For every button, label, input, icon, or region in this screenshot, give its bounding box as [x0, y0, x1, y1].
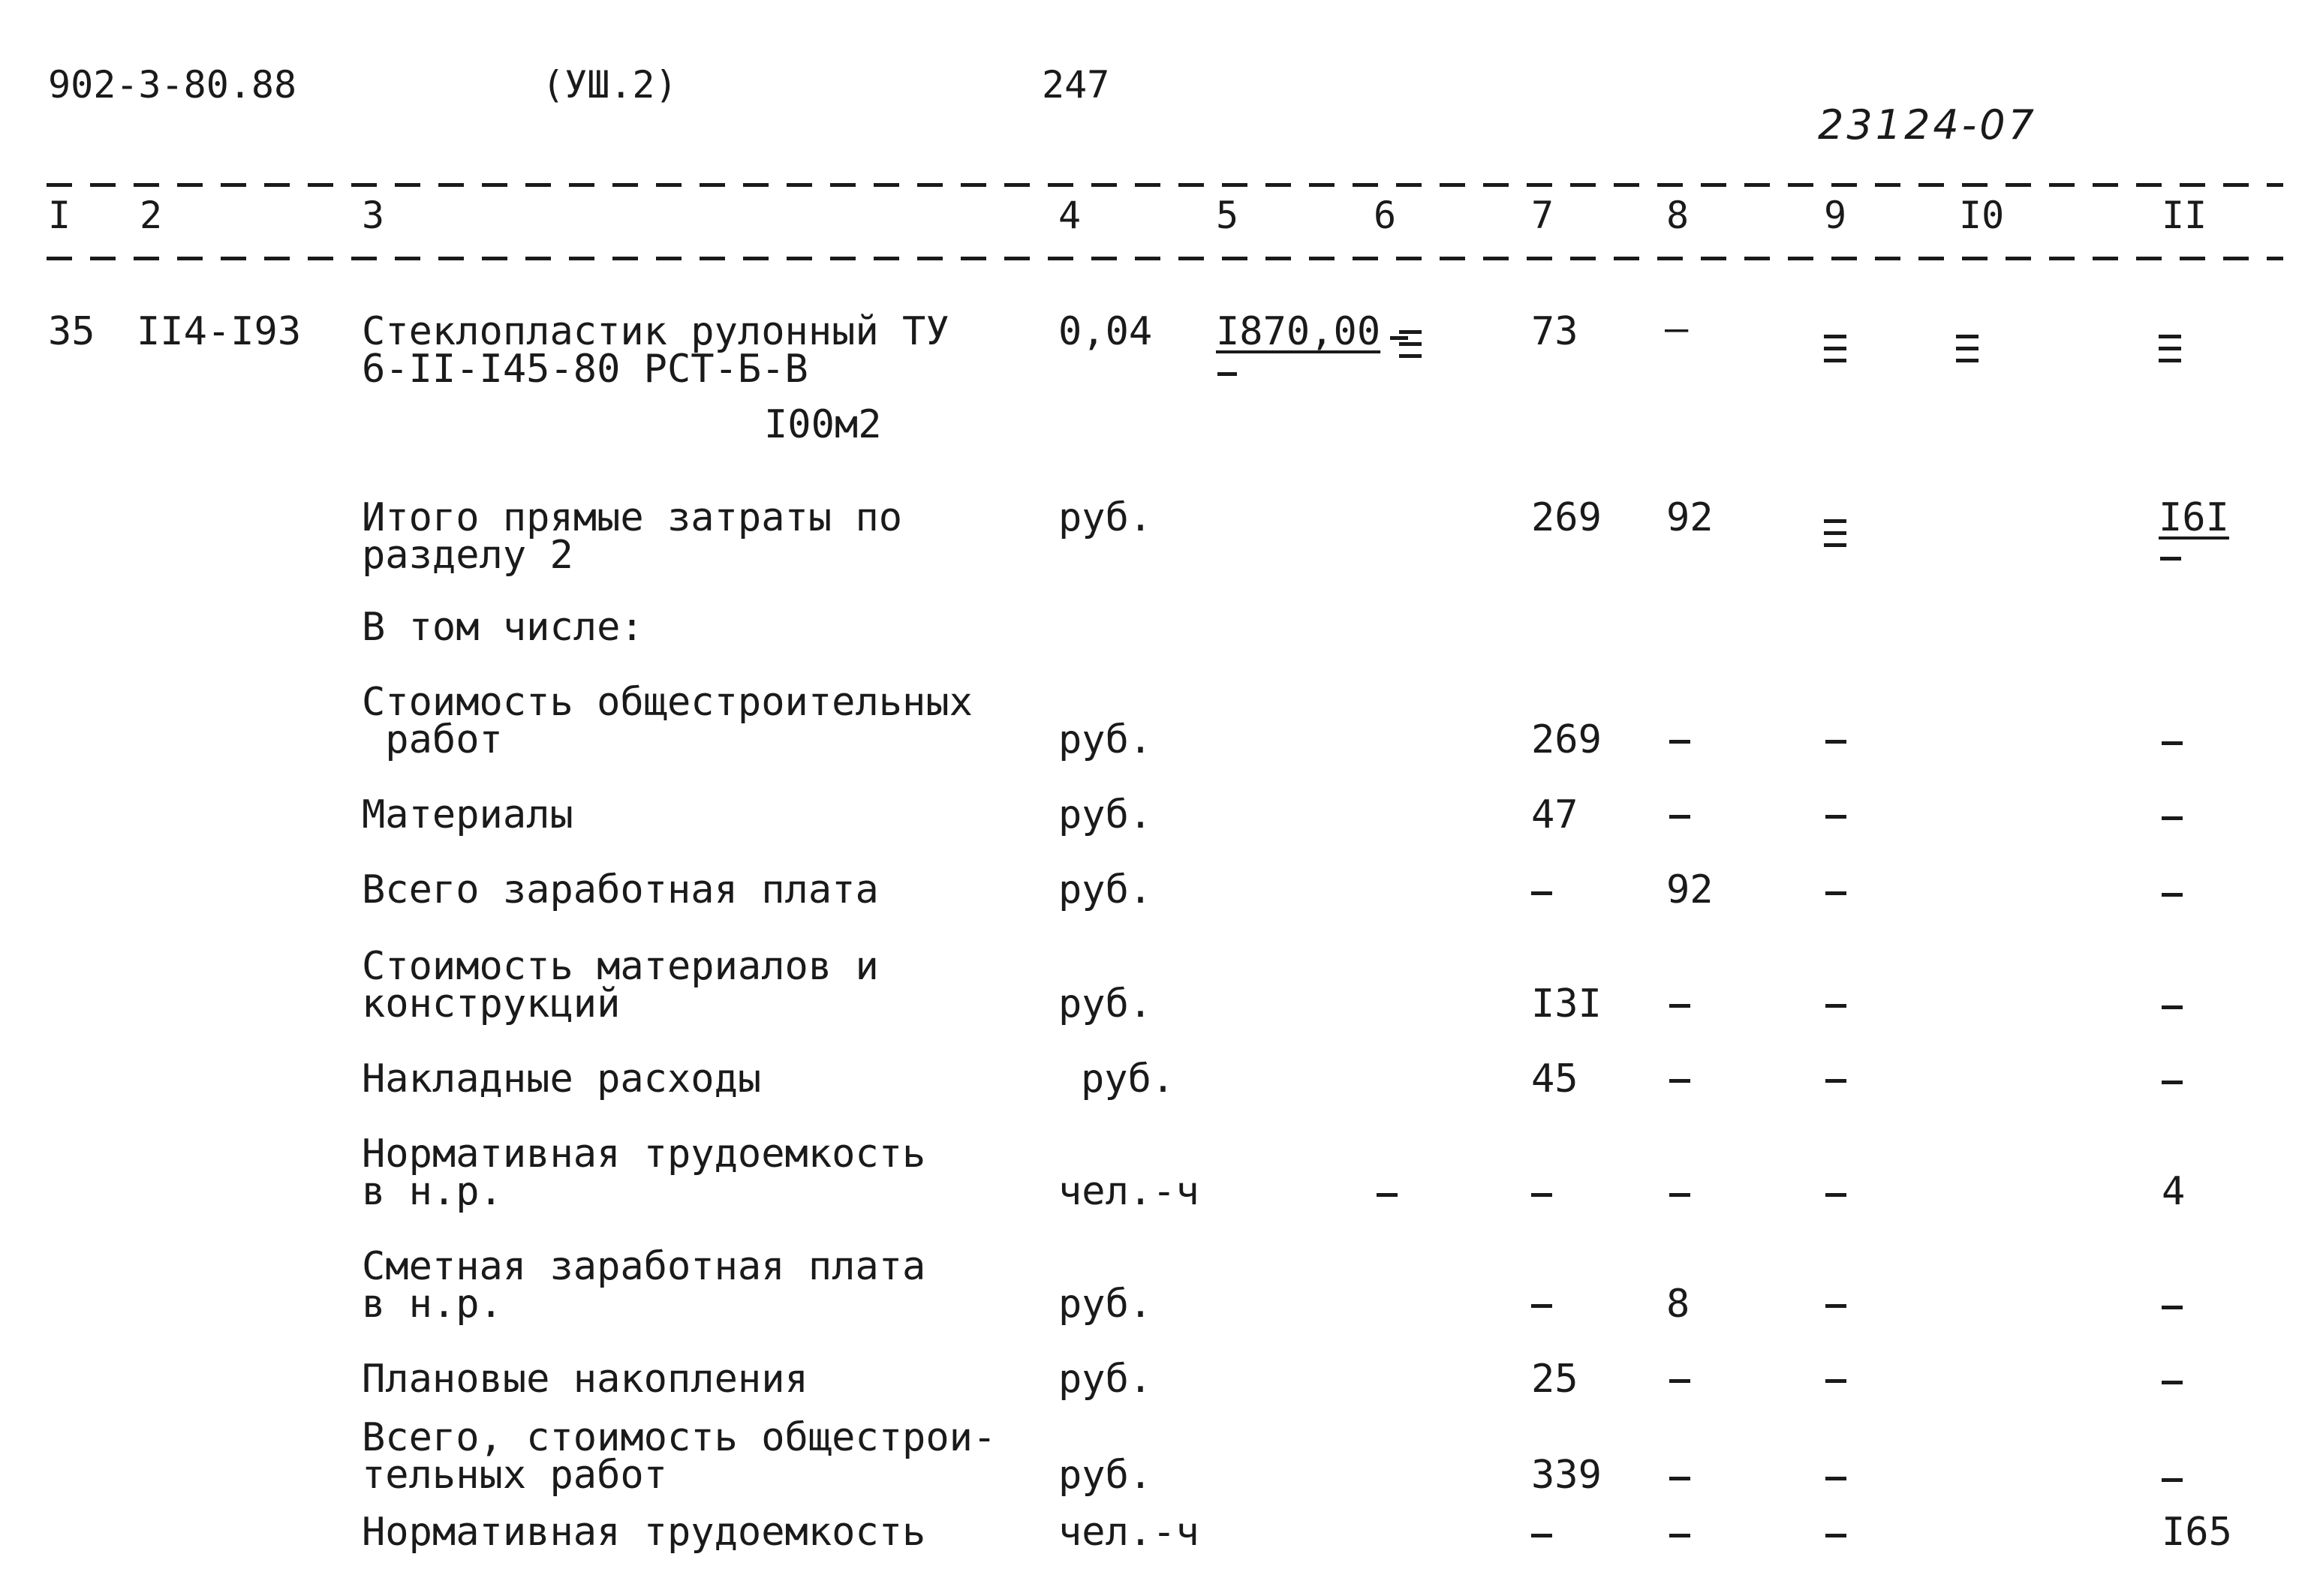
column-header-4: 4 [1058, 194, 1082, 237]
col11-equals [2159, 335, 2181, 371]
col9-dash [1825, 1534, 1846, 1537]
col8-dash [1669, 740, 1690, 744]
row-number: 35 [48, 309, 95, 354]
col9-dash [1825, 891, 1846, 895]
col9-dash [1825, 1079, 1846, 1083]
col7-dash [1531, 891, 1552, 895]
item-wages: – [1665, 306, 1689, 351]
row-label-line2: тельных работ [362, 1453, 667, 1498]
row-unit: руб. [1058, 1357, 1153, 1402]
col11-dash [2162, 893, 2183, 897]
row-unit: руб. [1058, 495, 1153, 540]
col6-dash [1377, 1193, 1398, 1197]
row-unit: руб. [1058, 1282, 1153, 1327]
col8-dash [1669, 815, 1690, 819]
column-header-1: I [48, 194, 71, 237]
row-label-line1: Накладные расходы [362, 1056, 762, 1102]
row-unit: руб. [1058, 981, 1153, 1026]
col11-dash [2162, 1381, 2183, 1384]
document-code: 902-3-80.88 [48, 63, 297, 107]
item-description-line2: 6-II-I45-80 РСТ-Б-В [362, 347, 808, 392]
row-col7: 45 [1531, 1056, 1578, 1102]
col8-dash [1669, 1379, 1690, 1383]
row-unit: руб. [1058, 717, 1153, 762]
row-unit: руб. [1058, 792, 1153, 837]
column-header-6: 6 [1374, 194, 1397, 237]
row-label-line2: конструкций [362, 981, 621, 1026]
col9-dash [1825, 1304, 1846, 1308]
row-label-line2: работ [362, 717, 503, 762]
col9-dash [1825, 740, 1846, 744]
row-col11: I65 [2162, 1510, 2232, 1555]
column-header-7: 7 [1531, 194, 1554, 237]
row-label-line1: Стоимость общестроительных [362, 680, 973, 725]
col9-equals [1824, 335, 1846, 371]
col11-dash [2162, 741, 2183, 745]
col11-dash [2162, 1081, 2183, 1084]
col11-dash [2162, 816, 2183, 820]
row-label-line2: в н.р. [362, 1282, 503, 1327]
row-col11: I6I [2159, 495, 2229, 540]
page-number: 247 [1042, 63, 1110, 107]
col11-dash [2162, 1478, 2183, 1482]
row-col8: 92 [1666, 495, 1714, 540]
row-label-line1: Нормативная трудоемкость [362, 1132, 926, 1177]
item-description-line1: Стеклопластик рулонный ТУ [362, 309, 949, 354]
col7-dash [1531, 1534, 1552, 1537]
row-label-line1: Плановые накопления [362, 1357, 808, 1402]
col8-dash [1669, 1193, 1690, 1197]
row-label-line1: Материалы [362, 792, 573, 837]
item-total: 73 [1531, 309, 1578, 354]
volume-label: (УШ.2) [542, 63, 678, 107]
header-bottom-rule [47, 257, 2283, 260]
col6-equals [1399, 330, 1422, 366]
header-top-rule [47, 183, 2283, 187]
col7-dash [1531, 1193, 1552, 1197]
column-header-8: 8 [1666, 194, 1690, 237]
col8-dash [1669, 1079, 1690, 1083]
row-col8: 8 [1666, 1282, 1690, 1327]
col10-equals [1956, 335, 1979, 371]
column-header-10: I0 [1959, 194, 2005, 237]
col11-dash [2162, 1306, 2183, 1309]
col8-dash [1669, 1004, 1690, 1008]
item-unit-price: I870,00 [1216, 309, 1381, 354]
price-dash [1217, 372, 1237, 376]
col8-dash [1669, 1477, 1690, 1480]
item-quantity: 0,04 [1058, 309, 1153, 354]
col9-dash [1825, 1193, 1846, 1197]
column-header-9: 9 [1824, 194, 1847, 237]
row-unit: чел.-ч [1058, 1510, 1199, 1555]
col9-dash [1825, 815, 1846, 819]
row-label-line2: в н.р. [362, 1169, 503, 1214]
row-unit: руб. [1081, 1056, 1175, 1102]
row-col7: I3I [1531, 981, 1602, 1026]
row-label-line1: В том числе: [362, 605, 644, 650]
col9-dash [1825, 1379, 1846, 1383]
row-label-line1: Сметная заработная плата [362, 1244, 926, 1289]
row-unit: руб. [1058, 1453, 1153, 1498]
column-header-11: II [2162, 194, 2207, 237]
row-label-line2: разделу 2 [362, 533, 573, 578]
row-label-line1: Всего заработная плата [362, 867, 879, 912]
row-unit: руб. [1058, 867, 1153, 912]
column-header-2: 2 [140, 194, 163, 237]
row-col11: 4 [2162, 1169, 2186, 1214]
row-label-line1: Стоимость материалов и [362, 944, 879, 989]
row-label-line1: Всего, стоимость общестрои- [362, 1415, 997, 1460]
col7-dash [1531, 1304, 1552, 1308]
col11-dash [2162, 1005, 2183, 1009]
row-label-line1: Итого прямые затраты по [362, 495, 903, 540]
row-col7: 269 [1531, 495, 1602, 540]
col9-dash [1825, 1004, 1846, 1008]
column-header-3: 3 [362, 194, 385, 237]
col9-dash [1825, 1477, 1846, 1480]
row-col8: 92 [1666, 867, 1714, 912]
row-unit: чел.-ч [1058, 1169, 1199, 1214]
row-col7: 269 [1531, 717, 1602, 762]
handwritten-number: 23124-07 [1818, 101, 2037, 149]
col9-equals [1824, 519, 1846, 555]
row-col7: 47 [1531, 792, 1578, 837]
col11-dash [2160, 557, 2181, 561]
row-col7: 25 [1531, 1357, 1578, 1402]
norm-code: II4-I93 [137, 309, 302, 354]
column-header-5: 5 [1216, 194, 1239, 237]
row-col7: 339 [1531, 1453, 1602, 1498]
col8-dash [1669, 1534, 1690, 1537]
item-unit: I00м2 [764, 402, 882, 447]
row-label-line1: Нормативная трудоемкость [362, 1510, 926, 1555]
